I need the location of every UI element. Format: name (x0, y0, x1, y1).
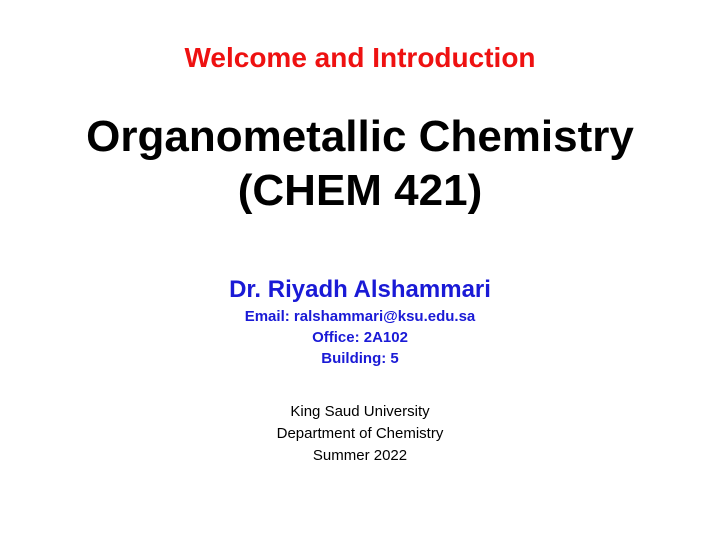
course-title (0, 110, 720, 218)
instructor-name: Dr. Riyadh Alshammari (229, 276, 491, 303)
instructor-office: Office: 2A102 (312, 329, 408, 346)
department-name: Department of Chemistry (276, 425, 444, 442)
course-title-name: Organometallic Chemistry (86, 112, 634, 161)
university-name: King Saud University (290, 403, 430, 420)
instructor-building: Building: 5 (321, 350, 399, 367)
course-code: (CHEM 421) (237, 166, 483, 215)
welcome-heading: Welcome and Introduction (184, 42, 536, 73)
instructor-email: Email: ralshammari@ksu.edu.sa (244, 308, 476, 325)
term-label: Summer 2022 (312, 447, 408, 464)
